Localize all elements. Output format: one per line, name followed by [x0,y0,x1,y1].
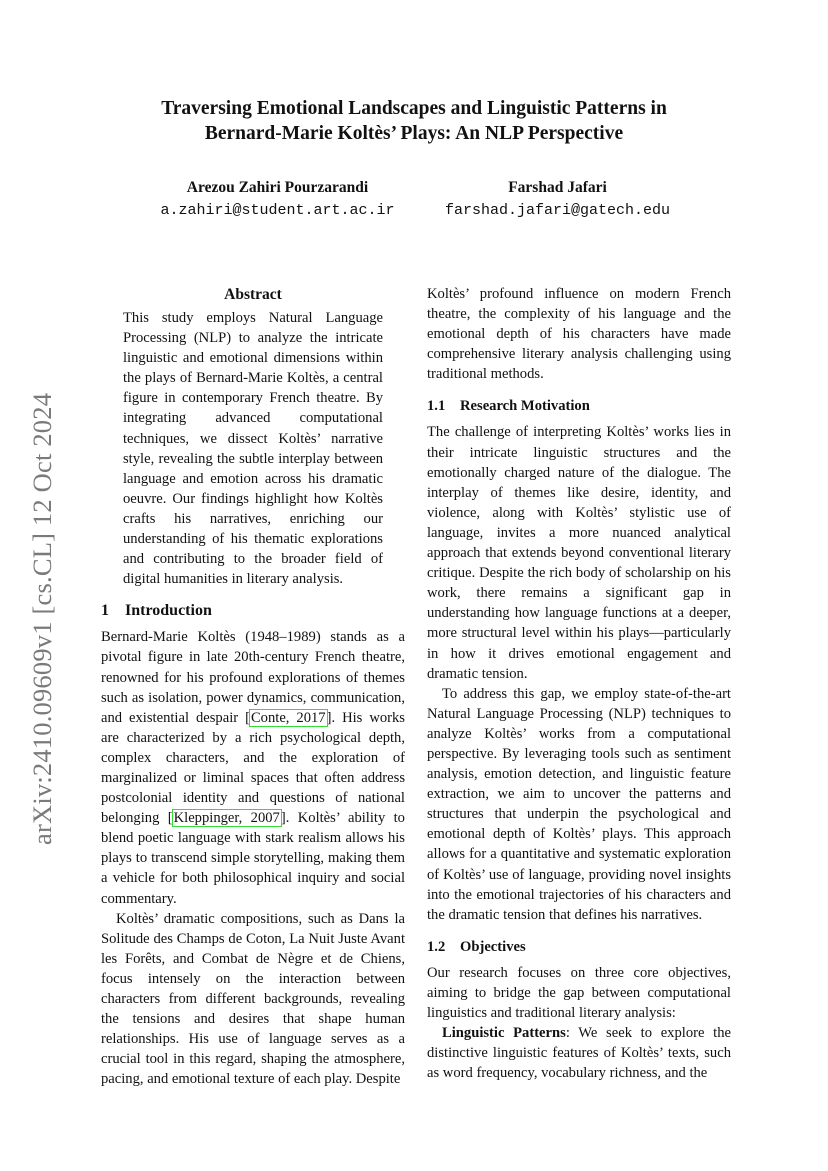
bold-lead: Linguistic Patterns [442,1025,566,1042]
subsection-title: Objectives [460,938,526,955]
author-name: Farshad Jafari [508,179,607,196]
left-column [101,284,405,1089]
section-title: Introduction [125,602,212,620]
objectives-paragraph-2 [427,1023,731,1083]
citation-link[interactable]: Kleppinger, 2007 [173,810,280,827]
intro-paragraph-2: Koltès’ dramatic compositions, such as Dans la Solitude des Champs de Coton, La Nuit Juste Avant les Forêts, and Combat de Nègre et de Chiens, focus intensely on the interaction between characters from different backgrounds, revealing the tensions and desires that shape human relationships. His use of language serves as a crucial tool in this regard, shaping the atmosphere, pacing, and emotional texture of each play. Despite [101,910,405,1088]
intro-paragraph-2-continued: Koltès’ profound influence on modern French theatre, the complexity of his language and the emotional depth of his characters have made comprehensive literary analysis challenging using traditional methods. [427,286,731,383]
abstract-heading: Abstract [224,286,282,303]
author-block-2 [425,178,690,221]
text-span: Bernard-Marie Koltès (1948–1989) stands as a pivotal figure in late 20th-century French theatre, renowned for his profound explorations of themes such as isolation, power dynamics, communication, and existential despair [ [101,629,405,726]
text-span: : We seek to explore the distinctive linguistic features of Koltès’ texts, such as word frequency, vocabulary richness, and the [427,1025,731,1082]
title-line-1: Traversing Emotional Landscapes and Linguistic Patterns in [161,98,667,119]
subsection-title: Research Motivation [460,398,590,415]
author-email: a.zahiri@student.art.ac.ir [160,202,395,219]
paper-title [100,96,728,146]
text-span: ]. Koltès’ ability to blend poetic language with stark realism allows his plays to transcend simple storytelling, making them a vehicle for both philosophical inquiry and social commentary. [101,810,405,907]
subsection-heading-objectives [427,937,731,957]
text-span: ]. His works are characterized by a rich psychological depth, complex characters, and the exploration of marginalized or liminal spaces that often address postcolonial identity and questions of national belonging [ [101,709,405,827]
section-number: 1 [101,602,109,620]
arxiv-identifier: arXiv:2410.09609v1 [cs.CL] 12 Oct 2024 [27,392,57,845]
subsection-number: 1.1 [427,398,446,415]
author-block-1 [140,178,415,221]
subsection-heading-research-motivation [427,396,731,416]
intro-paragraph-1 [101,627,405,908]
title-line-2: Bernard-Marie Koltès’ Plays: An NLP Perspective [204,123,624,144]
right-column [427,284,731,1083]
abstract-text: This study employs Natural Language Processing (NLP) to analyze the intricate linguistic and emotional dimensions within the plays of Bernard-Marie Koltès, a central figure in contemporary French theatre. By integrating advanced computational techniques, we dissect Koltès’ narrative style, revealing the subtle interplay between language and emotion across his dramatic oeuvre. Our findings highlight how Koltès crafts his narratives, enriching our understanding of his thematic explorations and contributing to the broader field of digital humanities in literary analysis. [123,310,383,588]
motivation-paragraph-1: The challenge of interpreting Koltès’ works lies in their intricate linguistic structures and the emotionally charged nature of the dialogue. The interplay of themes like desire, identity, and violence, along with Koltès’ stylistic use of language, invites a more nuanced analytical approach that extends beyond conventional literary critique. Despite the rich body of scholarship on his work, there remains a significant gap in understanding how language functions at a deeper, more structural level within his plays—particularly in how it drives emotional engagement and dramatic tension. [427,424,731,682]
objectives-paragraph-1: Our research focuses on three core objectives, aiming to bridge the gap between computational linguistics and traditional literary analysis: [427,964,731,1021]
subsection-number: 1.2 [427,938,446,955]
motivation-paragraph-2: To address this gap, we employ state-of-the-art Natural Language Processing (NLP) techniques to analyze Koltès’ works from a computational perspective. By leveraging tools such as sentiment analysis, emotion detection, and linguistic feature extraction, we aim to uncover the patterns and structures that underpin the psychological and emotional depth of Koltès’ plays. This approach allows for a quantitative and systematic exploration of Koltès’ use of language, providing novel insights into the emotional trajectories of his characters and the dramatic tension that defines his narratives. [427,685,731,923]
author-name: Arezou Zahiri Pourzarandi [186,179,369,196]
citation-link[interactable]: Conte, 2017 [250,709,326,726]
section-heading-introduction [101,601,405,621]
author-email: farshad.jafari@gatech.edu [444,202,671,219]
